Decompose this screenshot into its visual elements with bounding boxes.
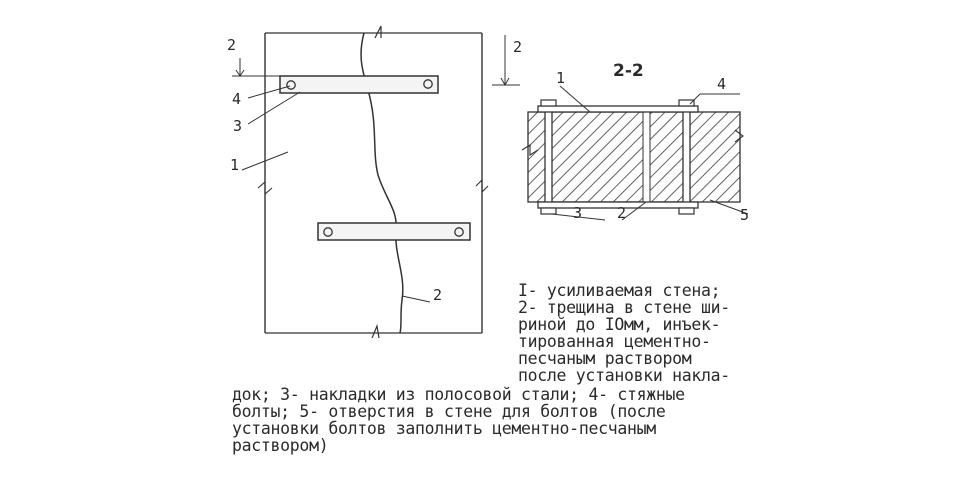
break-mark-right [476,180,488,192]
nut-top-right [679,100,694,106]
dimension-left-label: 2 [227,36,237,54]
wall-section-hatched [528,112,740,202]
break-mark-bottom [372,326,379,338]
legend-line-7: док; 3- накладки из полосовой стали; 4- стяжные [232,385,685,404]
nut-top-left [541,100,556,106]
nut-bottom-left [541,208,556,214]
legend-line-8: болты; 5- отверстия в стене для болтов (после [232,402,666,421]
legend-line-1: I- усиливаемая стена; [518,281,721,300]
steel-plate-upper [280,76,438,93]
callout-crack-section: 2 [617,204,627,222]
callout-hole-section: 5 [740,206,750,224]
bolt-section-right [683,110,690,206]
callout-wall-elevation: 1 [230,156,240,174]
steel-plate-lower [318,223,470,240]
crack-gap-section [643,112,650,202]
leader-crack-elevation [402,296,430,302]
break-mark-top [375,26,381,38]
bolt-section-left [545,110,552,206]
legend-line-6: после установки накла- [518,366,730,385]
nut-bottom-right [679,208,694,214]
legend-line-9: установки болтов заполнить цементно-песчаным [232,419,656,438]
callout-crack-elevation: 2 [433,286,443,304]
legend-line-5: песчаным раствором [518,349,692,368]
legend-line-10: раствором) [232,436,329,455]
leader-plate-elevation [248,92,300,124]
section-title: 2-2 [613,61,644,81]
dimension-right-label: 2 [513,38,523,56]
callout-plate-section: 3 [573,204,583,222]
legend-line-4: тированная цементно- [518,332,711,351]
elevation-view [227,26,522,338]
leader-bolt-section [690,94,700,104]
section-2-2-view [522,61,749,224]
legend-line-3: риной до IOмм, инъек- [518,315,721,334]
callout-bolt-elevation: 4 [232,90,242,108]
callout-bolt-section: 4 [717,75,727,93]
plate-section-top [538,106,698,112]
break-mark-left [258,182,272,194]
legend-line-2: 2- трещина в стене ши- [518,298,730,317]
callout-plate-elevation: 3 [233,117,243,135]
callout-wall-section: 1 [556,69,566,87]
